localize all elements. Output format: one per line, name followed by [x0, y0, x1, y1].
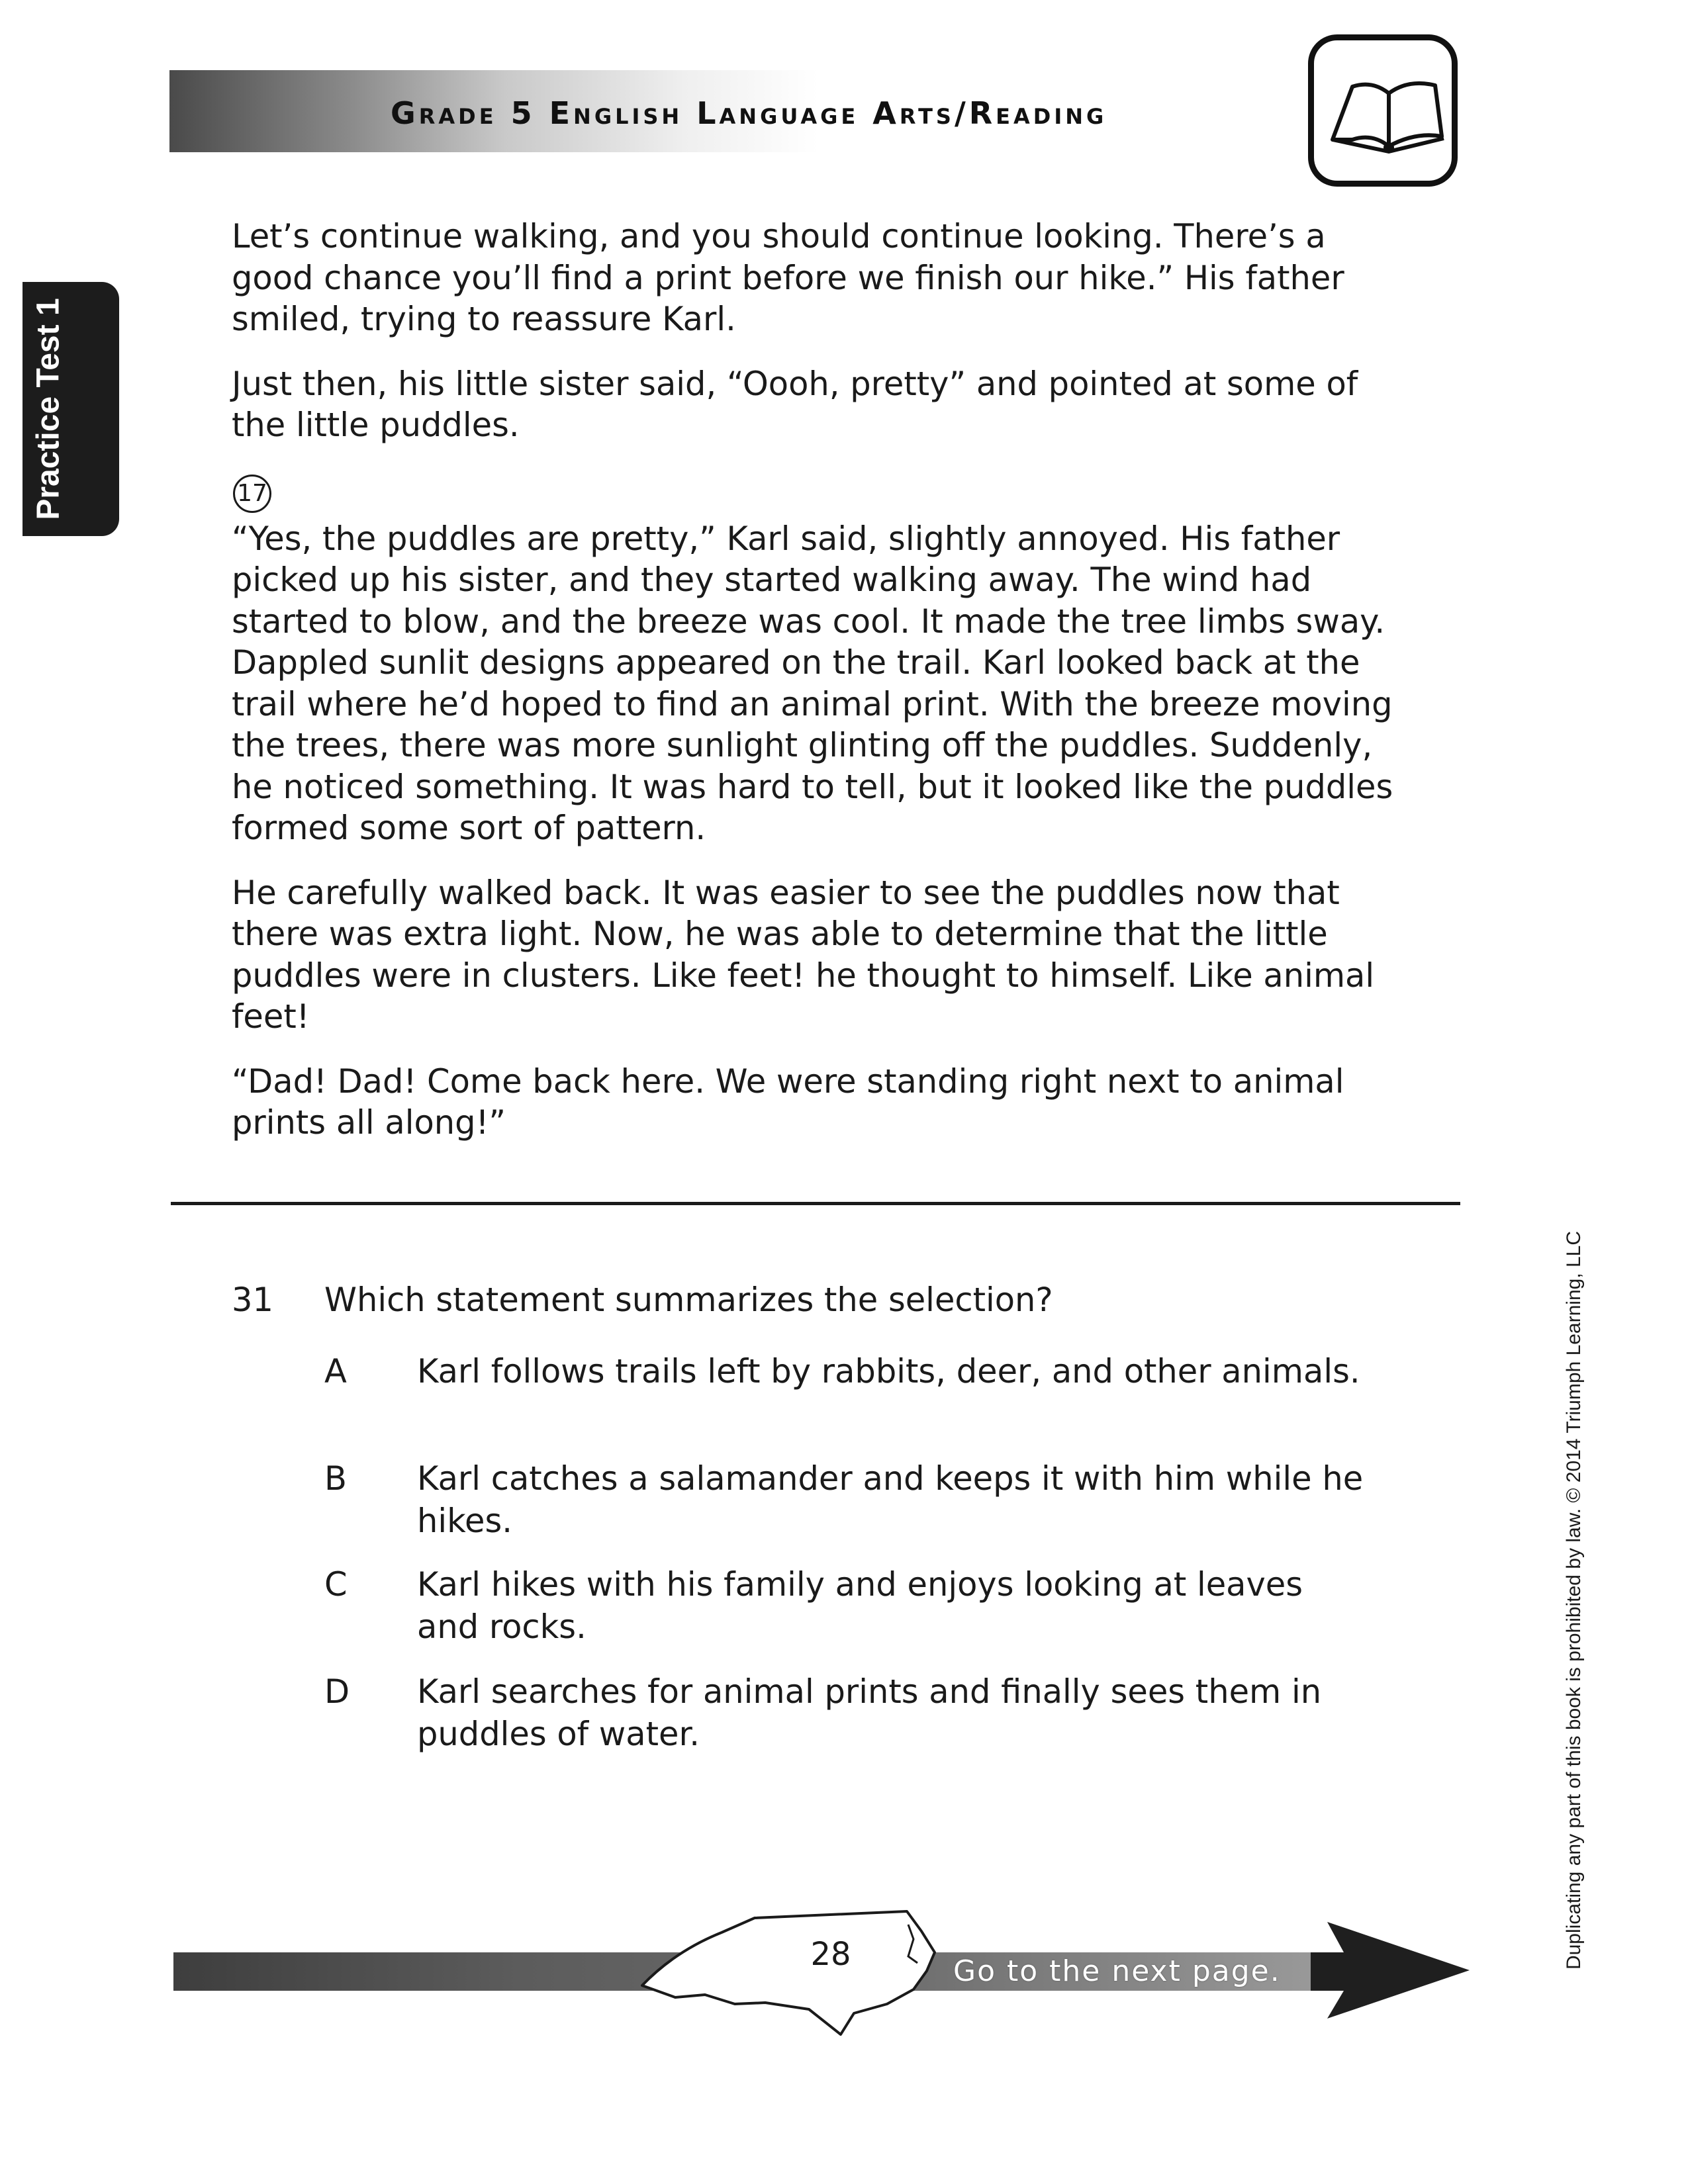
passage-paragraph: Just then, his little sister said, “Oooh, pretty” and pointed at some of the little puddles. [232, 364, 1358, 444]
paragraph-number-marker: 17 [232, 469, 1410, 518]
question-number: 31 [232, 1281, 273, 1319]
open-book-icon [1326, 67, 1452, 159]
go-to-next-page-label: Go to the next page. [953, 1954, 1281, 1988]
choice-text: Karl catches a salamander and keeps it with him while he hikes. [417, 1459, 1364, 1540]
choice-text: Karl hikes with his family and enjoys looking at leaves and rocks. [417, 1565, 1303, 1646]
section-divider [171, 1202, 1460, 1205]
passage-paragraph: “Yes, the puddles are pretty,” Karl said, slightly annoyed. His father picked up his sister, and they started walking away. The wind had started to blow, and the breeze was cool. It made the tree limbs sway. Dappled sunlit designs appeared on the trail. Karl looked back at the trail where he’d hoped to find an animal print. With the breeze moving the trees, there was more sunlight glinting off the puddles. Suddenly, he noticed something. It was hard to tell, but it looked like the puddles formed some sort of pattern. [232, 519, 1393, 847]
choice-letter: D [324, 1672, 350, 1711]
passage-paragraph: He carefully walked back. It was easier to see the puddles now that there was extra light. Now, he was able to determine that the little puddles were in clusters. Like feet! he thought to himself. Like animal feet! [232, 873, 1375, 1036]
passage-paragraph: Let’s continue walking, and you should continue looking. There’s a good chance you’ll find a print before we finish our hike.” His father smiled, trying to reassure Karl. [232, 217, 1344, 338]
page-number: 28 [810, 1936, 851, 1973]
right-arrow-icon [1311, 1914, 1476, 2026]
practice-test-tab-label: Practice Test 1 [30, 298, 66, 520]
choice-letter: A [324, 1352, 347, 1390]
choice-letter: C [324, 1565, 348, 1604]
page-title: Grade 5 English Language Arts/Reading [391, 95, 1107, 131]
choice-letter: B [324, 1459, 347, 1498]
passage-paragraph: “Dad! Dad! Come back here. We were standing right next to animal prints all along!” [232, 1062, 1344, 1142]
choice-text: Karl searches for animal prints and finally sees them in puddles of water. [417, 1672, 1322, 1753]
choice-text: Karl follows trails left by rabbits, deer, and other animals. [417, 1352, 1360, 1390]
copyright-notice: Duplicating any part of this book is prohibited by law. © 2014 Triumph Learning, LLC [1563, 1230, 1585, 1970]
north-carolina-map-icon [635, 1905, 947, 2044]
reading-passage [232, 216, 1410, 1167]
question-stem: Which statement summarizes the selection? [324, 1281, 1053, 1319]
book-icon-box [1308, 34, 1458, 187]
